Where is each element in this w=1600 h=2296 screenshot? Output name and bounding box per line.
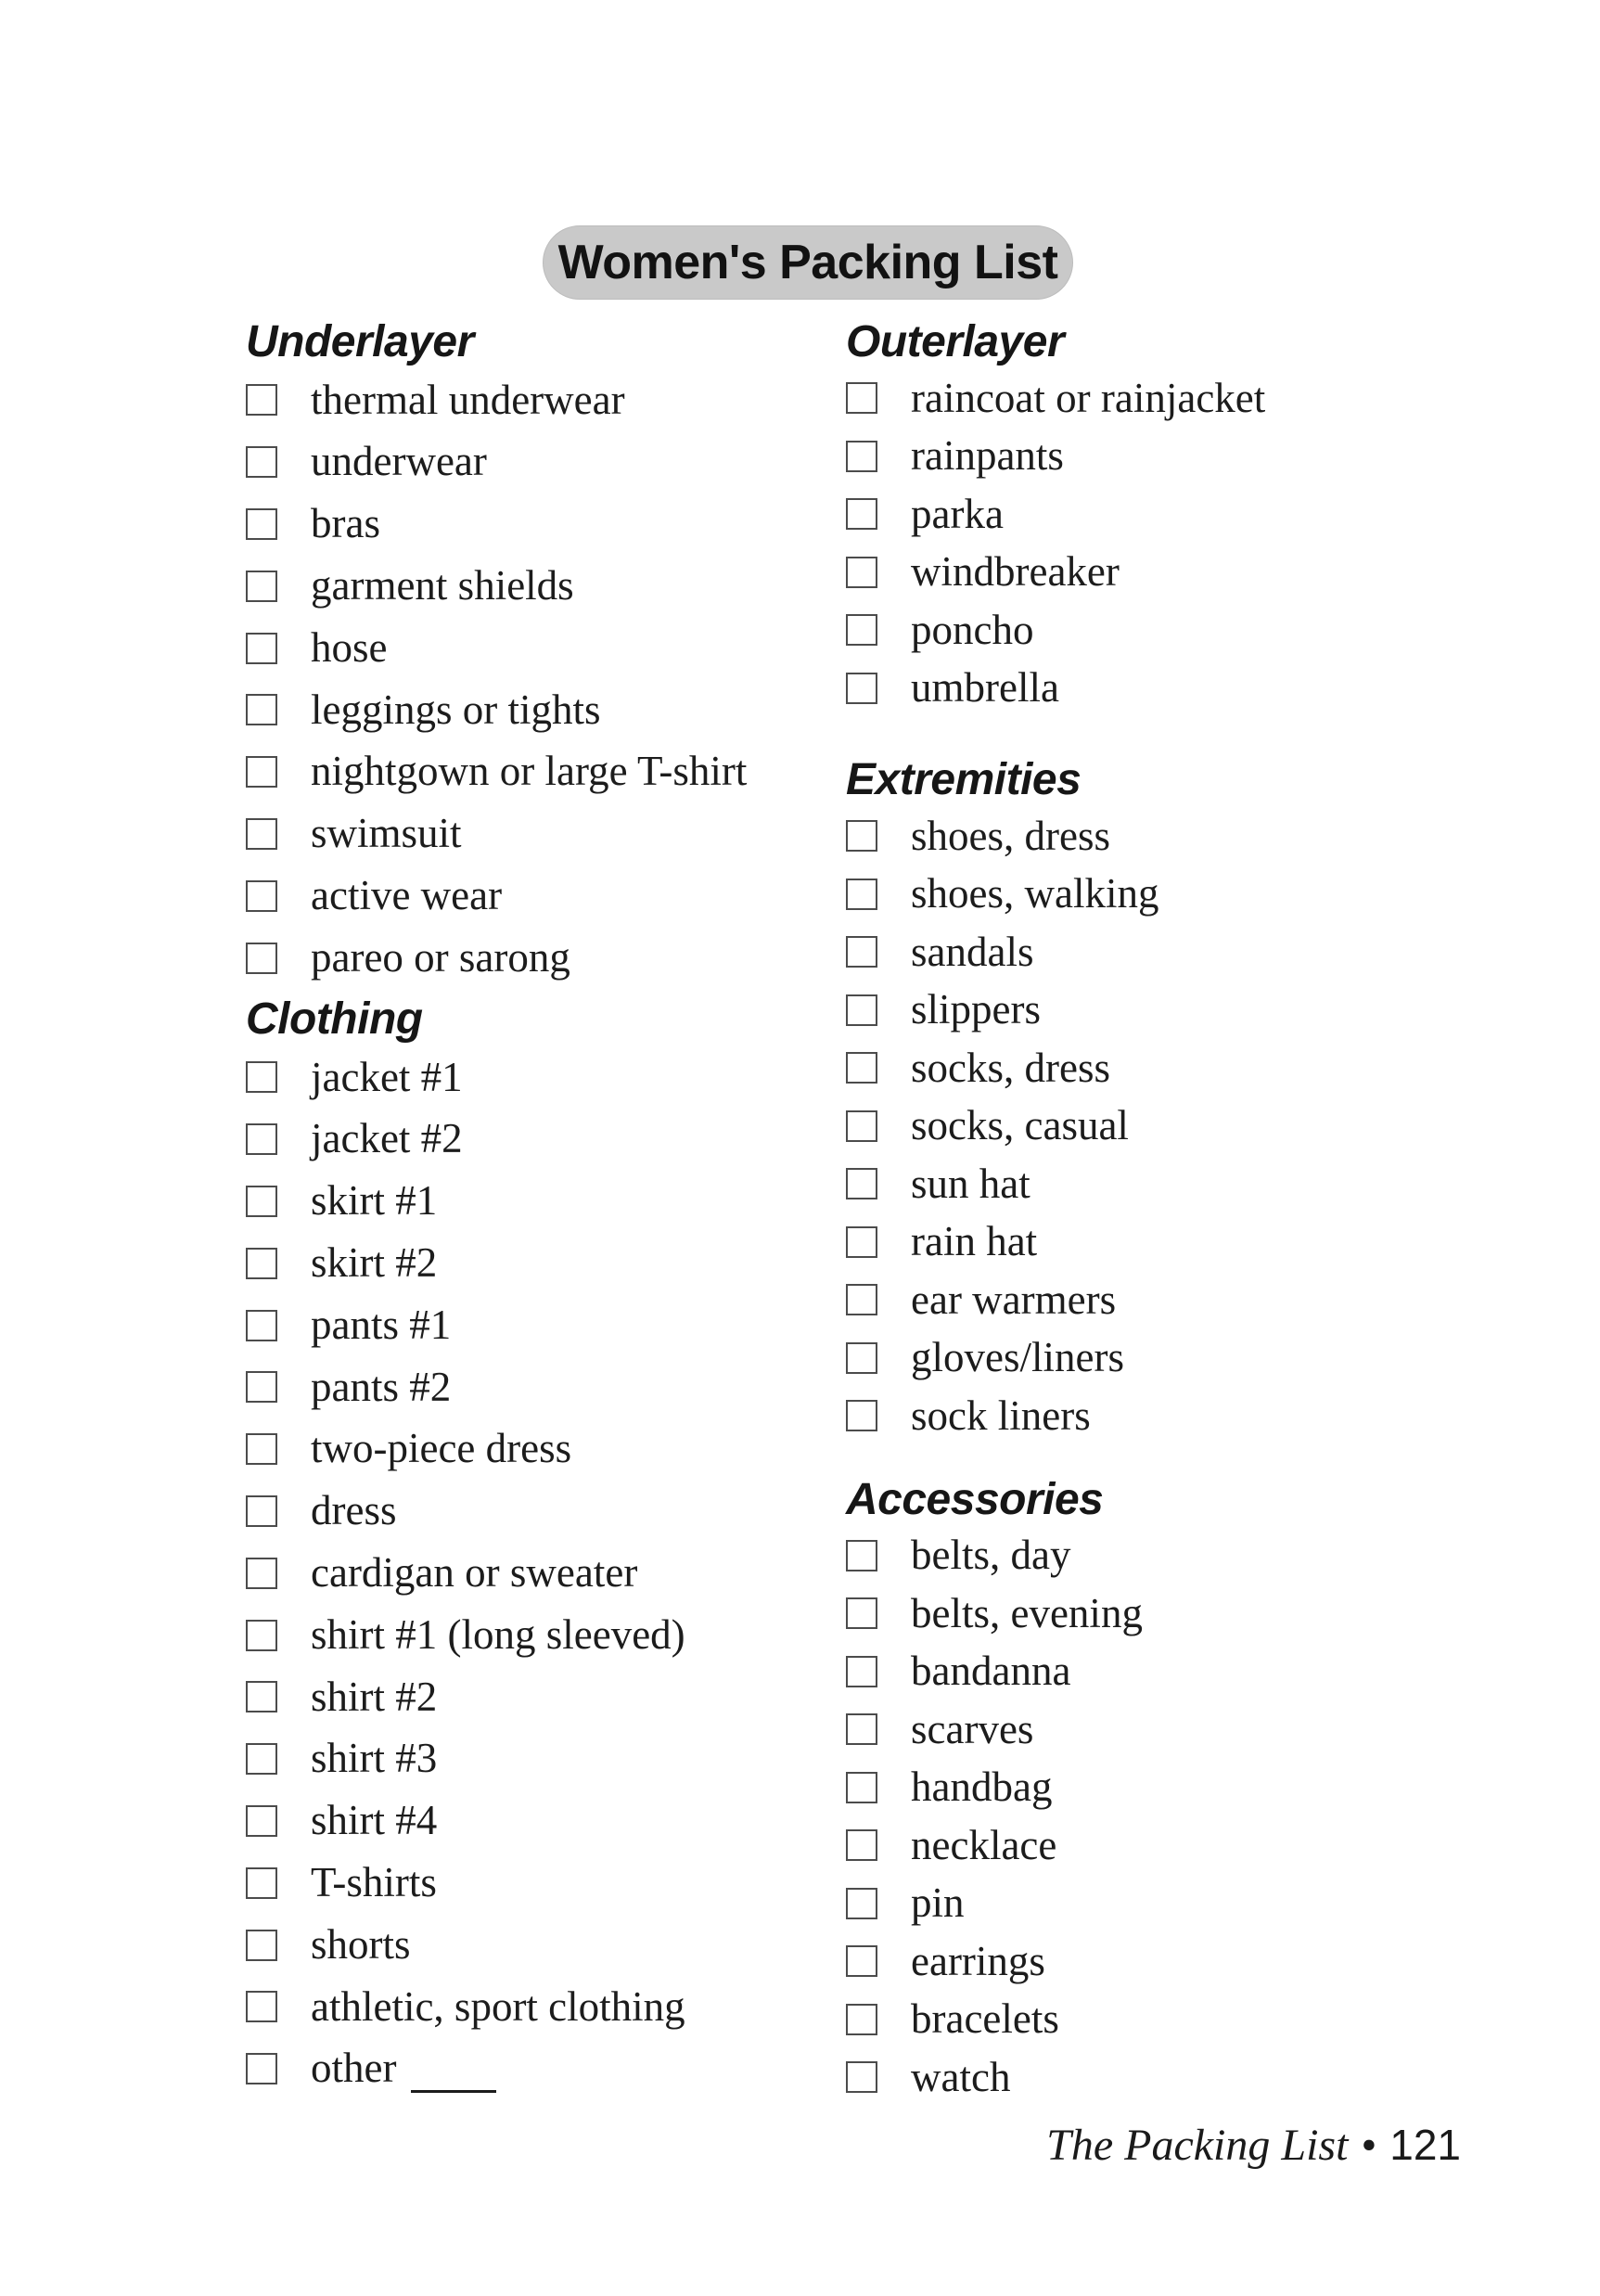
item-label: socks, casual: [911, 1102, 1129, 1148]
item-checkbox[interactable]: [846, 1597, 877, 1629]
item-checkbox[interactable]: [846, 1772, 877, 1803]
item-checkbox[interactable]: [846, 1713, 877, 1745]
item-label: skirt #2: [311, 1239, 438, 1286]
footer-separator: •: [1361, 2121, 1377, 2170]
item-label: other: [311, 2045, 397, 2092]
section-heading-extremities: Extremities: [846, 755, 1082, 804]
section-heading-outerlayer: Outerlayer: [846, 317, 1065, 366]
item-label: skirt #1: [311, 1177, 438, 1225]
item-checkbox[interactable]: [846, 1945, 877, 1977]
checklist-item-windbreaker: [846, 544, 1458, 602]
item-checkbox[interactable]: [246, 384, 277, 416]
checklist-item-handbag: [846, 1759, 1458, 1817]
checklist-item-bracelets: [846, 1991, 1458, 2049]
checklist-item-cardigan-or-sweater: [246, 1542, 821, 1604]
checklist-item-umbrella: [846, 660, 1458, 718]
footer-book-title: The Packing List: [1046, 2121, 1349, 2170]
checklist-item-belts-day: [846, 1527, 1458, 1585]
item-label: handbag: [911, 1764, 1053, 1810]
checklist-item-shirt-3: [246, 1728, 821, 1790]
item-label: bandanna: [911, 1648, 1071, 1694]
checklist-item-other: [246, 2038, 821, 2100]
item-checkbox[interactable]: [846, 879, 877, 910]
item-label: shoes, dress: [911, 812, 1110, 859]
item-checkbox[interactable]: [246, 1061, 277, 1093]
item-checkbox[interactable]: [846, 673, 877, 704]
item-label: jacket #1: [311, 1053, 463, 1100]
item-label: parka: [911, 490, 1004, 537]
item-checkbox[interactable]: [846, 1284, 877, 1315]
item-label: bras: [311, 500, 380, 547]
checklist-item-shirt-4: [246, 1790, 821, 1853]
checklist-item-watch: [846, 2048, 1458, 2107]
item-label: T-shirts: [311, 1858, 437, 1905]
checklist-item-socks-casual: [846, 1097, 1458, 1156]
checklist-item-athletic-sport-clothing: [246, 1976, 821, 2038]
item-checkbox[interactable]: [846, 1226, 877, 1258]
item-label: umbrella: [911, 664, 1059, 711]
checklist-item-shirt-1-long-sleeved-: [246, 1604, 821, 1666]
item-checkbox[interactable]: [246, 1991, 277, 2022]
checklist-item-jacket-1: [246, 1046, 821, 1109]
item-label: thermal underwear: [311, 376, 625, 423]
section-heading-accessories: Accessories: [846, 1474, 1104, 1524]
checklist-item-rain-hat: [846, 1213, 1458, 1272]
checklist-item-gloves-liners: [846, 1329, 1458, 1388]
item-label: poncho: [911, 606, 1034, 653]
item-label: windbreaker: [911, 548, 1120, 595]
item-label: gloves/liners: [911, 1334, 1124, 1380]
checklist-item-swimsuit: [246, 803, 821, 866]
item-label: shirt #3: [311, 1735, 438, 1782]
checklist-item-belts-evening: [846, 1584, 1458, 1643]
checklist-item-pants-1: [246, 1294, 821, 1356]
checklist-item-earrings: [846, 1932, 1458, 1991]
checklist-item-slippers: [846, 981, 1458, 1040]
section-heading-clothing: Clothing: [246, 994, 423, 1044]
checklist-item-t-shirts: [246, 1852, 821, 1914]
item-checkbox[interactable]: [246, 818, 277, 850]
checklist-item-pants-2: [246, 1356, 821, 1418]
item-checkbox[interactable]: [846, 498, 877, 530]
checklist-item-leggings-or-tights: [246, 679, 821, 741]
item-checkbox[interactable]: [246, 1371, 277, 1403]
checklist-item-sun-hat: [846, 1155, 1458, 1213]
checklist-item-garment-shields: [246, 555, 821, 617]
item-checkbox[interactable]: [846, 614, 877, 646]
column-right: [846, 315, 1458, 2107]
item-checkbox[interactable]: [846, 820, 877, 852]
item-label: dress: [311, 1487, 397, 1534]
item-checkbox[interactable]: [246, 943, 277, 974]
item-checkbox[interactable]: [246, 508, 277, 540]
item-label: slippers: [911, 986, 1041, 1033]
item-checkbox[interactable]: [246, 1186, 277, 1217]
checklist-item-sock-liners: [846, 1387, 1458, 1445]
item-checkbox[interactable]: [246, 1805, 277, 1837]
item-checkbox[interactable]: [246, 1867, 277, 1899]
item-label: earrings: [911, 1937, 1045, 1984]
item-checkbox[interactable]: [246, 446, 277, 478]
item-checkbox[interactable]: [846, 1888, 877, 1919]
item-checkbox[interactable]: [246, 880, 277, 912]
item-checkbox[interactable]: [246, 1123, 277, 1155]
page-footer: [1046, 2117, 1461, 2174]
checklist-item-thermal-underwear: [246, 369, 821, 431]
blank-fill-in-line: [411, 2062, 496, 2093]
page-title-pill: [543, 225, 1073, 300]
item-checkbox[interactable]: [246, 1558, 277, 1589]
item-label: shorts: [311, 1920, 411, 1968]
item-checkbox[interactable]: [846, 2061, 877, 2093]
checklist-item-pin: [846, 1875, 1458, 1933]
item-checkbox[interactable]: [246, 633, 277, 664]
item-checkbox[interactable]: [846, 441, 877, 472]
checklist-item-socks-dress: [846, 1039, 1458, 1097]
item-label: pareo or sarong: [311, 933, 570, 981]
checklist-item-shorts: [246, 1914, 821, 1976]
item-checkbox[interactable]: [846, 936, 877, 968]
section-heading-underlayer: Underlayer: [246, 317, 474, 366]
column-left: [246, 315, 821, 2100]
item-label: sun hat: [911, 1160, 1030, 1207]
item-checkbox[interactable]: [846, 1168, 877, 1199]
item-label: ear warmers: [911, 1276, 1117, 1323]
item-checkbox[interactable]: [846, 994, 877, 1026]
item-label: jacket #2: [311, 1115, 463, 1162]
item-checkbox[interactable]: [846, 1656, 877, 1687]
checklist-item-shirt-2: [246, 1666, 821, 1728]
checklist-item-sandals: [846, 923, 1458, 981]
item-checkbox[interactable]: [246, 1930, 277, 1961]
item-label: nightgown or large T-shirt: [311, 748, 748, 795]
item-checkbox[interactable]: [846, 1400, 877, 1431]
item-checkbox[interactable]: [246, 1310, 277, 1341]
checklist-item-bandanna: [846, 1643, 1458, 1701]
item-label: scarves: [911, 1705, 1034, 1752]
checklist-item-underwear: [246, 431, 821, 494]
item-label: athletic, sport clothing: [311, 1982, 685, 2030]
item-checkbox[interactable]: [246, 1620, 277, 1651]
checklist-item-necklace: [846, 1816, 1458, 1875]
footer-page-number: 121: [1389, 2121, 1461, 2169]
item-label: active wear: [311, 872, 503, 919]
item-label: leggings or tights: [311, 686, 601, 733]
checklist-item-scarves: [846, 1700, 1458, 1759]
item-checkbox[interactable]: [846, 1342, 877, 1374]
item-label: pin: [911, 1879, 965, 1926]
checklist-item-jacket-2: [246, 1109, 821, 1171]
item-checkbox[interactable]: [246, 1248, 277, 1279]
item-label: socks, dress: [911, 1044, 1110, 1091]
item-label: sandals: [911, 928, 1034, 975]
item-label: cardigan or sweater: [311, 1548, 638, 1596]
checklist-item-pareo-or-sarong: [246, 927, 821, 989]
item-label: belts, evening: [911, 1589, 1143, 1636]
item-label: shoes, walking: [911, 870, 1159, 917]
item-label: shirt #4: [311, 1797, 438, 1844]
item-checkbox[interactable]: [246, 1743, 277, 1775]
item-label: shirt #1 (long sleeved): [311, 1610, 685, 1658]
checklist-item-two-piece-dress: [246, 1418, 821, 1481]
item-checkbox[interactable]: [846, 382, 877, 414]
item-label: raincoat or rainjacket: [911, 374, 1266, 421]
checklist-item-ear-warmers: [846, 1271, 1458, 1329]
checklist-item-parka: [846, 485, 1458, 544]
item-label: sock liners: [911, 1392, 1091, 1439]
item-checkbox[interactable]: [246, 756, 277, 788]
item-label: watch: [911, 2053, 1011, 2100]
item-checkbox[interactable]: [846, 1540, 877, 1571]
item-checkbox[interactable]: [246, 1681, 277, 1712]
checklist-item-nightgown-or-large-t-shirt: [246, 741, 821, 803]
checklist-item-poncho: [846, 601, 1458, 660]
item-checkbox[interactable]: [246, 2053, 277, 2084]
item-checkbox[interactable]: [846, 1052, 877, 1084]
checklist-item-dress: [246, 1481, 821, 1543]
checklist-item-shoes-walking: [846, 866, 1458, 924]
item-label: underwear: [311, 438, 487, 485]
checklist-item-bras: [246, 494, 821, 556]
item-label: hose: [311, 623, 388, 671]
item-checkbox[interactable]: [246, 571, 277, 602]
item-checkbox[interactable]: [246, 1433, 277, 1465]
page-title: Women's Packing List: [557, 236, 1058, 289]
checklist-item-shoes-dress: [846, 807, 1458, 866]
item-checkbox[interactable]: [246, 1495, 277, 1527]
item-checkbox[interactable]: [846, 1829, 877, 1861]
item-label: two-piece dress: [311, 1425, 572, 1472]
item-label: rainpants: [911, 432, 1064, 479]
checklist-item-hose: [246, 617, 821, 679]
item-label: garment shields: [311, 562, 574, 609]
item-label: swimsuit: [311, 810, 462, 857]
checklist-item-active-wear: [246, 865, 821, 927]
checklist-item-skirt-1: [246, 1171, 821, 1233]
item-label: necklace: [911, 1821, 1057, 1868]
item-label: shirt #2: [311, 1673, 438, 1720]
item-label: belts, day: [911, 1532, 1071, 1578]
item-label: rain hat: [911, 1218, 1038, 1264]
item-checkbox[interactable]: [846, 2004, 877, 2035]
item-label: bracelets: [911, 1995, 1059, 2042]
checklist-item-skirt-2: [246, 1232, 821, 1294]
item-checkbox[interactable]: [846, 557, 877, 588]
item-label: pants #1: [311, 1301, 452, 1348]
item-checkbox[interactable]: [846, 1110, 877, 1142]
item-checkbox[interactable]: [246, 694, 277, 725]
item-label: pants #2: [311, 1363, 452, 1410]
checklist-item-rainpants: [846, 428, 1458, 486]
checklist-item-raincoat-or-rainjacket: [846, 369, 1458, 428]
